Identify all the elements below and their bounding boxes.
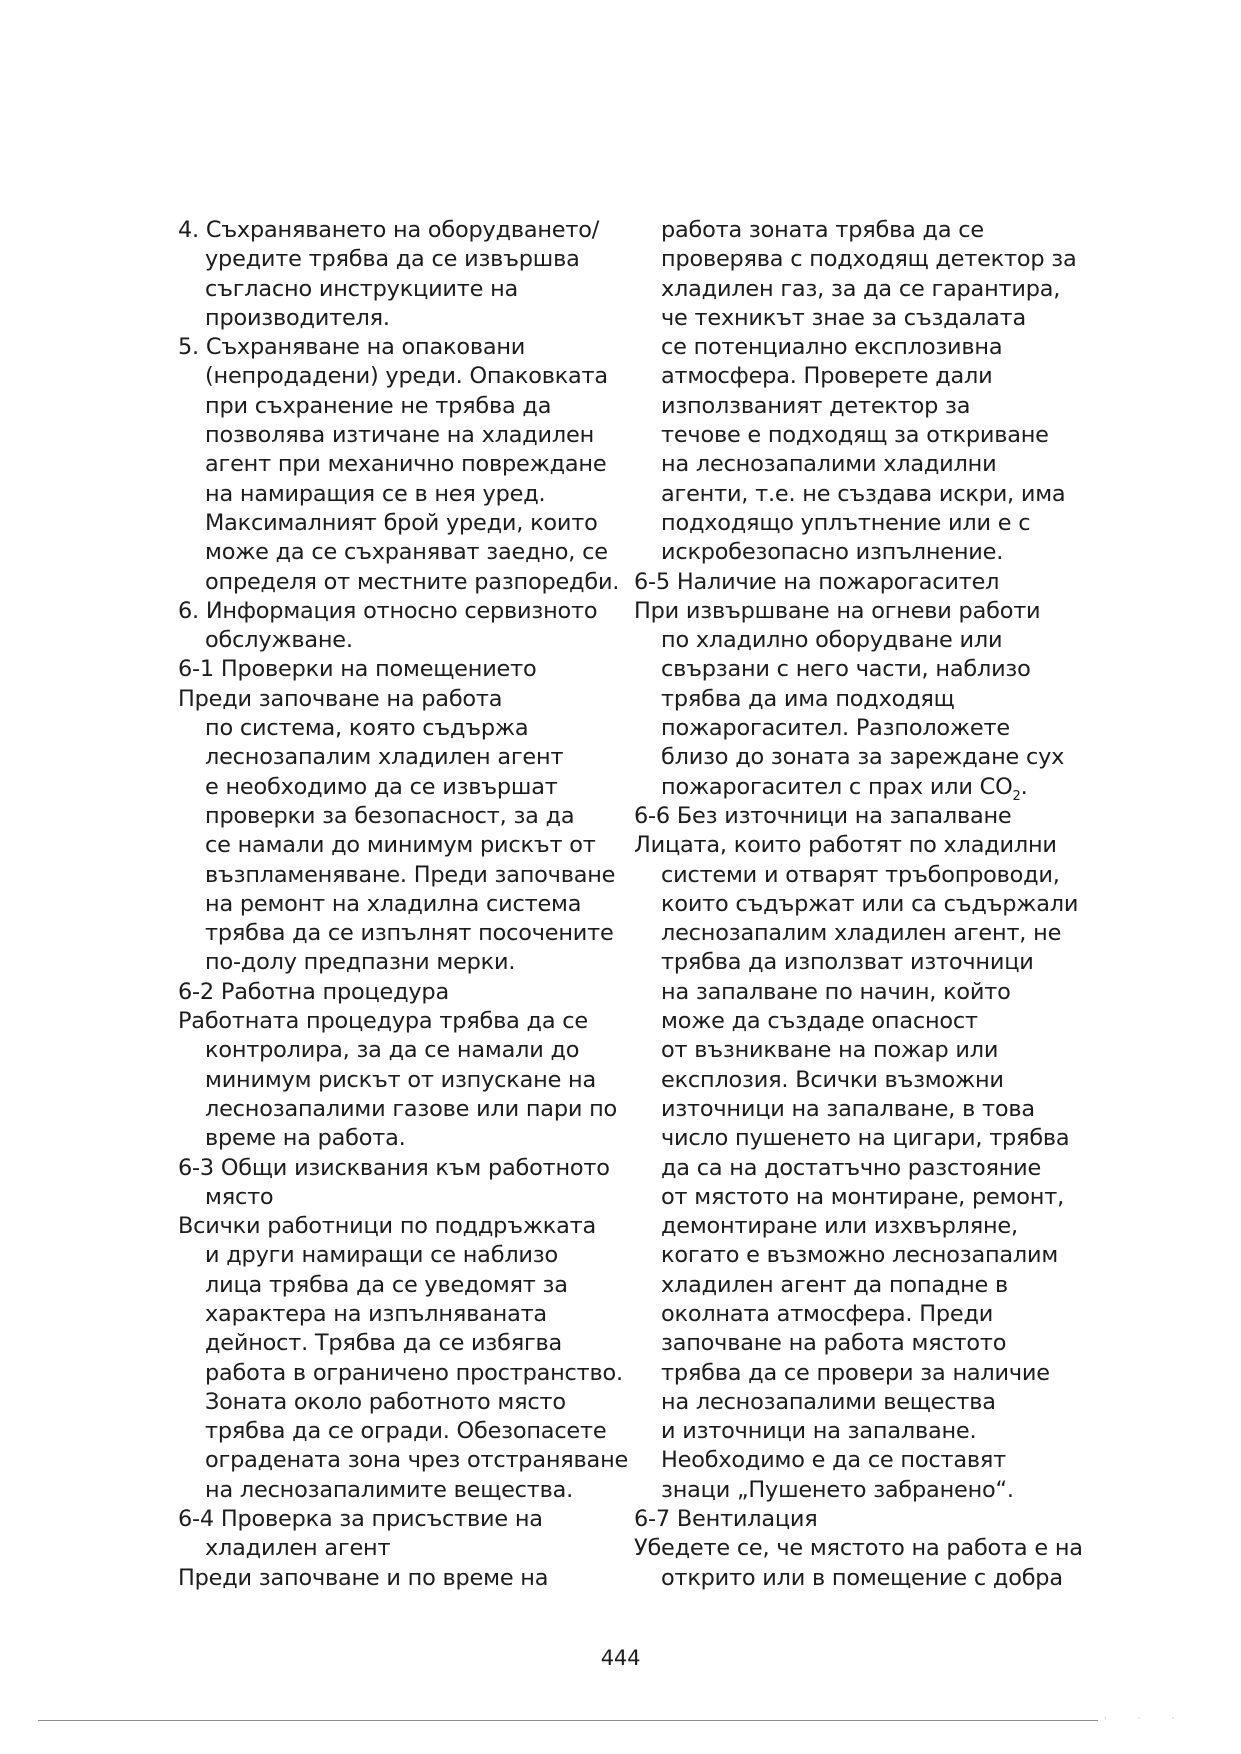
text-line: Максималният брой уреди, които [205, 509, 598, 536]
text-line: Преди започване на работа [178, 685, 503, 712]
text-line: трябва да се провери за наличие [661, 1359, 1050, 1386]
text-line: време на работа. [205, 1125, 406, 1152]
text-line: Лицата, които работят по хладилни [634, 832, 1057, 859]
subscript: 2 [1012, 788, 1021, 804]
text-line: и други намиращи се наблизо [205, 1242, 558, 1269]
text-line: че техникът знае за създалата [661, 304, 1027, 331]
text-line: трябва да използват източници [661, 949, 1034, 976]
text-line: производителя. [205, 304, 390, 331]
text-line: близо до зоната за зареждане сух [661, 744, 1065, 771]
text-line: 6-5 Наличие на пожарогасител [634, 568, 1000, 595]
text-line: минимум рискът от изпускане на [205, 1066, 597, 1093]
text-line: проверява с подходящ детектор за [661, 246, 1077, 273]
text-line: проверки за безопасност, за да [205, 802, 575, 829]
text-line: на ремонт на хладилна система [205, 890, 582, 917]
text-line: 6. Информация относно сервизното [178, 597, 598, 624]
text-line: трябва да се огради. Обезопасете [205, 1418, 607, 1445]
text-line: е необходимо да се извършат [205, 773, 558, 800]
text-line: съгласно инструкциите на [205, 275, 519, 302]
text-line: трябва да има подходящ [661, 685, 955, 712]
text-line: агенти, т.е. не създава искри, има [661, 480, 1066, 507]
text-line: число пушенето на цигари, трябва [661, 1125, 1070, 1152]
text-line: се намали до минимум рискът от [205, 832, 596, 859]
text-line: леснозапалими газове или пари по [205, 1095, 618, 1122]
page-number: 444 [600, 1646, 641, 1670]
text-line: Преди започване и по време на [178, 1564, 549, 1591]
text-line: 5. Съхраняване на опаковани [178, 334, 526, 361]
text-line: източници на запалване, в това [661, 1095, 1035, 1122]
left-text-column [178, 216, 629, 1593]
text-line: уредите трябва да се извършва [205, 246, 580, 273]
text-line: по-долу предпазни мерки. [205, 949, 516, 976]
text-line: открито или в помещение с добра [661, 1564, 1063, 1591]
text-line: от възникване на пожар или [661, 1037, 999, 1064]
text-line: когато е възможно леснозапалим [661, 1242, 1059, 1269]
text-line: 6-4 Проверка за присъствие на [178, 1506, 543, 1533]
text-line: 6-7 Вентилация [634, 1506, 818, 1533]
text-line: експлозия. Всички възможни [661, 1066, 1004, 1093]
text-line: на леснозапалими вещества [661, 1388, 996, 1415]
text-line: леснозапалим хладилен агент, не [661, 920, 1062, 947]
text-line: при съхранение не трябва да [205, 392, 552, 419]
text-line: характера на изпълняваната [205, 1300, 547, 1327]
text-line: системи и отварят тръбопроводи, [661, 861, 1060, 888]
text-line: работа зоната трябва да се [661, 217, 984, 243]
right-text-column [634, 216, 1083, 1593]
text-line: по хладилно оборудване или [661, 627, 1003, 654]
text-line: течове е подходящ за откриване [661, 422, 1049, 449]
text-line: хладилен агент да попадне в [661, 1271, 1009, 1298]
text-line: се потенциално експлозивна [661, 334, 1003, 361]
text-line: Необходимо е да се поставят [661, 1447, 1006, 1474]
text-line: на леснозапалими хладилни [661, 451, 997, 478]
text-line: позволява изтичане на хладилен [205, 422, 595, 449]
text-line: демонтиране или изхвърляне, [661, 1213, 1018, 1240]
text-line: искробезопасно изпълнение. [661, 539, 1004, 566]
text-line: 6-1 Проверки на помещението [178, 656, 537, 683]
text-line: обслужване. [205, 627, 353, 654]
text-line: 6-3 Общи изисквания към работното [178, 1154, 610, 1181]
text-line: пожарогасител с прах или $CO_2$. [661, 773, 1028, 804]
text-line: на леснозапалимите вещества. [205, 1476, 574, 1503]
text-line: и източници на запалване. [661, 1418, 977, 1445]
text-line: трябва да се изпълнят посочените [205, 920, 614, 947]
text-line: възпламеняване. Преди започване [205, 861, 616, 888]
text-line: агент при механично повреждане [205, 451, 607, 478]
text-line: Убедете се, че мястото на работа е на [634, 1535, 1083, 1562]
text-line: 6-2 Работна процедура [178, 978, 449, 1005]
text-line: знаци „Пушенето забранено“. [661, 1476, 1014, 1503]
text-line: атмосфера. Проверете дали [661, 363, 993, 390]
text-line: лица трябва да се уведомят за [205, 1271, 568, 1298]
text-line: по система, която съдържа [205, 715, 529, 742]
text-line: свързани с него части, наблизо [661, 656, 1031, 683]
text-line: може да създаде опасност [661, 1008, 978, 1035]
text-line: 6-6 Без източници на запалване [634, 802, 1012, 829]
text-line: околната атмосфера. Преди [661, 1300, 994, 1327]
text-line: може да се съхраняват заедно, се [205, 539, 608, 566]
text-line: (непродадени) уреди. Опаковката [205, 363, 608, 390]
text-line: пожарогасител. Разположете [661, 715, 1010, 742]
text-line: Всички работници по поддръжката [178, 1213, 596, 1240]
text-line: подходящо уплътнение или е с [661, 509, 1031, 536]
text-line: хладилен газ, за да се гарантира, [661, 275, 1061, 302]
text-line: място [205, 1183, 274, 1210]
text-line: които съдържат или са съдържали [661, 890, 1079, 917]
text-line: хладилен агент [205, 1535, 391, 1562]
text-line: 4. Съхраняването на оборудването/ [178, 217, 600, 243]
text-line: контролира, за да се намали до [205, 1037, 580, 1064]
footer-divider [38, 1720, 1098, 1721]
text-line: определя от местните разпоредби. [205, 568, 620, 595]
text-line: да са на достатъчно разстояние [661, 1154, 1042, 1181]
text-line: оградената зона чрез отстраняване [205, 1447, 629, 1474]
text-line: на намиращия се в нея уред. [205, 480, 546, 507]
text-line: използваният детектор за [661, 392, 971, 419]
text-line: Работната процедура трябва да се [178, 1008, 588, 1035]
text-line: леснозапалим хладилен агент [205, 744, 564, 771]
text-line: на запалване по начин, който [661, 978, 1011, 1005]
text-line: При извършване на огневи работи [634, 597, 1041, 624]
text-line: започване на работа мястото [661, 1330, 1007, 1357]
text-line: от мястото на монтиране, ремонт, [661, 1183, 1064, 1210]
text-line: Зоната около работното място [205, 1388, 566, 1415]
footer-marks: · · · [1104, 1714, 1189, 1724]
text-line: дейност. Трябва да се избягва [205, 1330, 563, 1357]
text-line: работа в ограничено пространство. [205, 1359, 623, 1386]
